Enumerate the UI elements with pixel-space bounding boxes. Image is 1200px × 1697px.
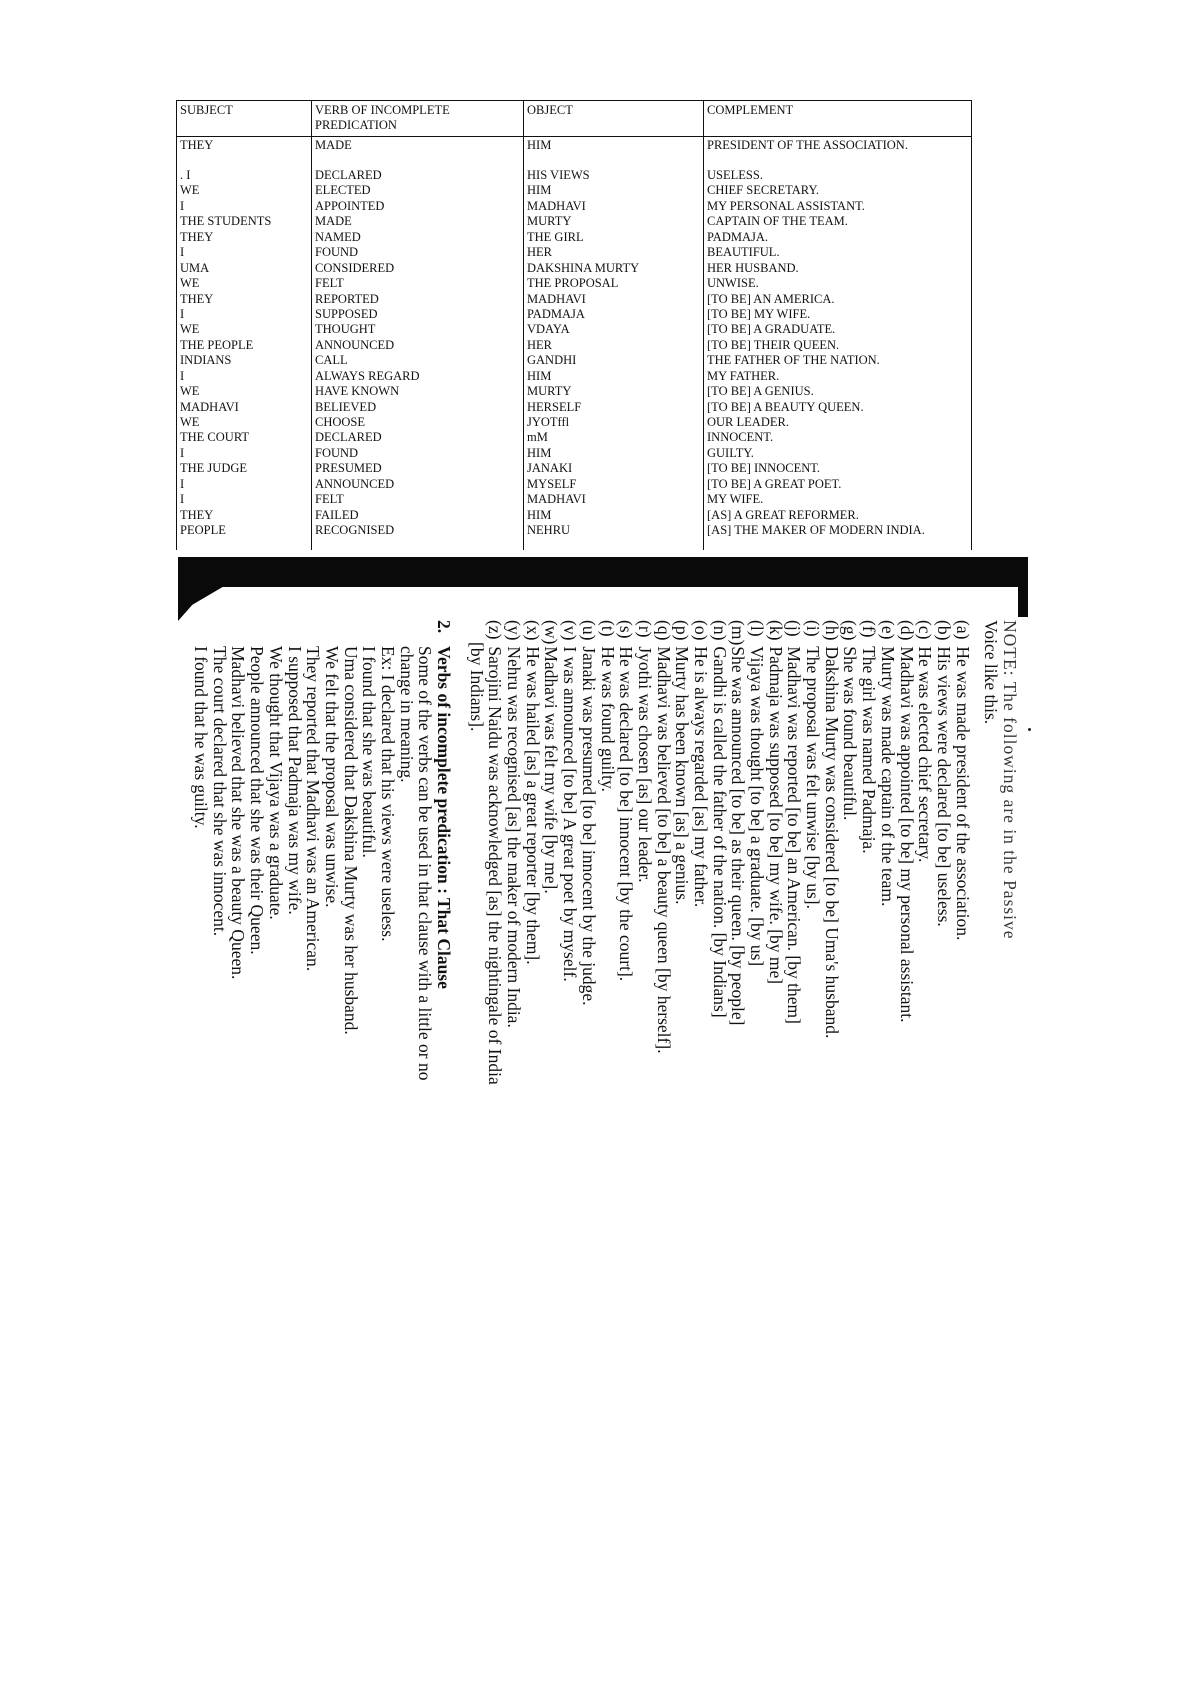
cell-object: MURTY [527, 214, 572, 229]
cell-complement: PADMAJA. [707, 229, 769, 244]
cell-verb: MADE [315, 214, 352, 229]
table-top-border [177, 100, 971, 101]
scan-edge-corner [178, 585, 226, 621]
cell-subject: WE [180, 415, 200, 429]
table-row [177, 261, 971, 276]
cell-verb: RECOGNISED [315, 523, 395, 538]
header-verb-line2: PREDICATION [315, 118, 397, 132]
section-heading [434, 620, 453, 1200]
example-text: His views were declared [to be] useless. [933, 646, 954, 927]
example-label: (q) [653, 620, 674, 641]
cell-verb: FOUND [315, 245, 359, 260]
example-label: (v) [560, 620, 581, 641]
example-label: (j) [784, 620, 805, 637]
cell-object: HER [527, 337, 552, 352]
passive-example [635, 620, 654, 1200]
cell-verb: PRESUMED [315, 461, 382, 476]
table-row [177, 523, 971, 538]
cell-verb: FELT [315, 492, 344, 507]
table-row [177, 199, 971, 214]
that-clause-example: Ex: I declared that his views were useless. [378, 646, 398, 942]
passive-example [504, 620, 523, 1200]
example-label: (z) [485, 620, 506, 640]
scan-edge-band [178, 557, 1028, 587]
table-row [177, 430, 971, 445]
cell-complement: [TO BE] MY WIFE. [707, 306, 811, 321]
example-text: Sarojini Naidu was acknowledged [as] the nightingale of India [485, 646, 506, 1085]
header-object: OBJECT [527, 103, 573, 117]
passive-example [729, 620, 748, 1200]
example-text: Madhavi was felt my wife [by me]. [541, 646, 562, 894]
example-text: Madhavi was believed [to be] a beauty queen [by herself]. [653, 646, 674, 1054]
cell-complement: BEAUTIFUL. [707, 245, 780, 260]
cell-verb: APPOINTED [315, 198, 385, 213]
cell-subject: I [180, 198, 185, 213]
cell-subject: I [180, 476, 185, 491]
passive-example [673, 620, 692, 1200]
table-row [177, 384, 971, 399]
cell-complement: THE FATHER OF THE NATION. [707, 353, 880, 368]
cell-object: NEHRU [527, 523, 571, 538]
example-text: He was elected chief secretary. [915, 646, 936, 863]
passive-example [598, 620, 617, 1200]
example-label: (n) [709, 620, 730, 641]
cell-subject: THEY [180, 291, 214, 306]
scan-speck [1028, 728, 1031, 731]
example-text: She was announced [to be] as their queen. [by people] [728, 646, 749, 1026]
cell-object: HIS VIEWS [527, 168, 590, 182]
cell-verb: NAMED [315, 229, 361, 244]
example-z-continuation: [by Indians]. [466, 642, 487, 732]
table-row [177, 338, 971, 353]
example-text: The girl was named Padmaja. [859, 646, 880, 854]
cell-verb: ALWAYS REGARD [315, 368, 420, 383]
cell-object: HIM [527, 445, 552, 460]
table-row [177, 292, 971, 307]
header-verb-line1: VERB OF INCOMPLETE [315, 103, 450, 117]
passive-example [822, 620, 841, 1200]
table-row [177, 461, 971, 476]
table-row [177, 322, 971, 337]
cell-subject: WE [180, 322, 200, 337]
passive-example [897, 620, 916, 1200]
cell-subject: INDIANS [180, 353, 232, 368]
passive-example [860, 620, 879, 1200]
passive-example [803, 620, 822, 1200]
section-body-line2: change in meaning. [396, 646, 417, 783]
example-label: (d) [896, 620, 917, 641]
passive-example [523, 620, 542, 1200]
cell-subject: THEY [180, 138, 214, 152]
example-label: (w) [541, 620, 562, 645]
example-text: Padmaja was supposed [to be] my wife. [by me] [765, 646, 786, 985]
cell-complement: [TO BE] A GRADUATE. [707, 322, 836, 337]
example-label: (m) [728, 620, 749, 646]
cell-verb: HAVE KNOWN [315, 384, 400, 399]
header-verb [315, 103, 450, 133]
cell-object: HIM [527, 138, 552, 152]
example-label: (f) [859, 620, 880, 638]
cell-complement: [TO BE] A BEAUTY QUEEN. [707, 399, 864, 414]
passive-example [654, 620, 673, 1200]
cell-complement: GUILTY. [707, 445, 754, 460]
that-clause-example: I found that he was guilty. [191, 646, 212, 829]
that-clause-example: They reported that Madhavi was an American. [303, 646, 324, 972]
example-label: (u) [578, 620, 599, 641]
that-clause-example: I supposed that Padmaja was my wife. [284, 646, 305, 915]
cell-subject: I [180, 306, 185, 321]
example-label: (c) [915, 620, 936, 640]
passive-example [953, 620, 972, 1200]
cell-verb: BELIEVED [315, 399, 377, 414]
table-row [177, 168, 971, 183]
cell-verb: REPORTED [315, 291, 379, 306]
cell-object: MYSELF [527, 476, 577, 491]
table-body [177, 138, 971, 539]
cell-complement: [AS] A GREAT REFORMER. [707, 507, 859, 522]
cell-complement: [TO BE] THEIR QUEEN. [707, 337, 840, 352]
cell-subject: PEOPLE [180, 523, 226, 538]
table-row [177, 276, 971, 291]
example-label: (k) [765, 620, 786, 641]
cell-complement: [TO BE] INNOCENT. [707, 461, 821, 476]
cell-subject: WE [180, 183, 200, 198]
cell-object: HIM [527, 507, 552, 522]
example-label: (y) [504, 620, 525, 641]
cell-complement: MY WIFE. [707, 492, 764, 507]
header-divider [177, 136, 971, 137]
cell-object: MADHAVI [527, 492, 586, 507]
section-body-line1: Some of the verbs can be used in that clause with a little or no [415, 646, 436, 1081]
cell-object: GANDHI [527, 353, 577, 368]
cell-object: PADMAJA [527, 306, 585, 321]
cell-verb: FOUND [315, 445, 359, 460]
example-label: (s) [616, 620, 637, 639]
cell-subject: THE PEOPLE [180, 337, 254, 352]
example-text: I was announced [to be] A great poet by myself. [560, 646, 581, 982]
example-text: He was hailed [as] a great reporter [by them]. [522, 646, 543, 965]
cell-complement: PRESIDENT OF THE ASSOCIATION. [707, 138, 908, 152]
cell-subject: WE [180, 384, 200, 399]
cell-subject: THE STUDENTS [180, 214, 272, 229]
section-title: Verbs of incomplete predication : That Clause [434, 646, 455, 989]
passive-example [785, 620, 804, 1200]
cell-object: MURTY [527, 384, 572, 399]
cell-object: JYOTffl [527, 415, 570, 429]
scan-edge-right [1018, 557, 1028, 617]
example-label: (g) [840, 620, 861, 641]
example-label: (i) [803, 620, 824, 637]
cell-subject: THEY [180, 507, 214, 522]
example-text: Murty has been known [as] a genius. [672, 646, 693, 905]
cell-complement: [AS] THE MAKER OF MODERN INDIA. [707, 523, 925, 538]
cell-verb: ANNOUNCED [315, 337, 395, 352]
passive-example [747, 620, 766, 1200]
cell-verb: DECLARED [315, 168, 382, 182]
passive-example [579, 620, 598, 1200]
passive-examples-list [486, 620, 972, 1200]
cell-subject: WE [180, 276, 200, 291]
table-row [177, 369, 971, 384]
cell-subject: I [180, 445, 185, 460]
example-label: (e) [877, 620, 898, 640]
example-text: Janaki was presumed [to be] innocent by the judge. [578, 646, 599, 1006]
that-clause-example: I found that she was beautiful. [359, 646, 380, 858]
example-text: He was made president of the association. [952, 646, 973, 941]
example-text: He was found guilty. [597, 646, 618, 793]
cell-verb: SUPPOSED [315, 306, 378, 321]
table-row [177, 183, 971, 198]
cell-object: HER [527, 245, 552, 260]
cell-verb: MADE [315, 138, 352, 152]
example-text: Gandhi is called the father of the nation. [by Indians] [709, 646, 730, 1018]
cell-subject: I [180, 492, 185, 507]
cell-object: MADHAVI [527, 198, 586, 213]
cell-subject: UMA [180, 260, 210, 275]
section-number: 2. [434, 620, 455, 634]
passive-example [841, 620, 860, 1200]
table-row [177, 353, 971, 368]
cell-object: mM [527, 430, 548, 445]
cell-object: HIM [527, 183, 552, 198]
example-text: She was found beautiful. [840, 646, 861, 821]
passive-example [561, 620, 580, 1200]
that-clause-example: We thought that Vijaya was a graduate. [265, 646, 286, 920]
that-clause-example: People announced that she was their Queen. [247, 646, 268, 955]
table-row [177, 446, 971, 461]
cell-complement: MY PERSONAL ASSISTANT. [707, 198, 865, 213]
table-row [177, 400, 971, 415]
cell-object: DAKSHINA MURTY [527, 260, 640, 275]
cell-object: THE PROPOSAL [527, 276, 619, 291]
cell-complement: USELESS. [707, 168, 763, 182]
cell-verb: CONSIDERED [315, 260, 395, 275]
cell-complement: [TO BE] A GENIUS. [707, 384, 814, 399]
cell-subject: MADHAVI [180, 399, 239, 414]
cell-complement: [TO BE] AN AMERICA. [707, 291, 835, 306]
cell-object: HERSELF [527, 399, 582, 414]
cell-object: MADHAVI [527, 291, 586, 306]
passive-example [691, 620, 710, 1200]
example-text: Jyothi was chosen [as] our leader. [634, 646, 655, 883]
passive-example [542, 620, 561, 1200]
cell-object: THE GIRL [527, 229, 584, 244]
cell-complement: CHIEF SECRETARY. [707, 183, 819, 198]
cell-subject: I [180, 368, 185, 383]
cell-complement: OUR LEADER. [707, 415, 789, 429]
passive-example [766, 620, 785, 1200]
example-label: (x) [522, 620, 543, 641]
example-text: Murty was made captain of the team. [877, 646, 898, 907]
example-label: (h) [821, 620, 842, 641]
cell-complement: CAPTAIN OF THE TEAM. [707, 214, 848, 229]
table-row [177, 477, 971, 492]
rotated-page-region [180, 620, 1020, 1200]
cell-subject: I [180, 245, 185, 260]
example-text: Dakshina Murty was considered [to be] Uma's husband. [821, 646, 842, 1039]
header-subject: SUBJECT [180, 103, 233, 117]
example-text: Madhavi was reported [to be] an American. [by them] [784, 646, 805, 1024]
example-label: (a) [952, 620, 973, 640]
cell-subject: THE JUDGE [180, 461, 248, 476]
that-clause-example: Madhavi believed that she was a beauty Queen. [228, 646, 249, 980]
passive-example [486, 620, 505, 1200]
table-row [177, 138, 971, 168]
cell-complement: [TO BE] A GREAT POET. [707, 476, 842, 491]
cell-verb: CHOOSE [315, 415, 366, 429]
cell-complement: INNOCENT. [707, 430, 774, 445]
header-complement: COMPLEMENT [707, 103, 794, 117]
example-label: (p) [672, 620, 693, 641]
passive-example [916, 620, 935, 1200]
cell-complement: UNWISE. [707, 276, 759, 291]
example-label: (r) [634, 620, 655, 638]
passive-example [878, 620, 897, 1200]
example-text: Vijaya was thought [to be] a graduate. [by us] [747, 646, 768, 967]
passive-example [934, 620, 953, 1200]
table-row [177, 492, 971, 507]
that-clause-examples [191, 620, 397, 1200]
that-clause-example: We felt that the proposal was unwise. [321, 646, 342, 908]
table-row [177, 307, 971, 322]
that-clause-example: Uma considered that Dakshina Murty was her husband. [340, 646, 361, 1035]
cell-verb: FELT [315, 276, 344, 291]
that-clause-example: The court declared that she was innocent. [209, 646, 230, 937]
example-text: He is always regarded [as] my father. [691, 646, 711, 908]
cell-verb: FAILED [315, 507, 359, 522]
example-text: He was declared [to be] innocent [by the court]. [616, 646, 637, 982]
cell-verb: DECLARED [315, 430, 382, 445]
cell-verb: ELECTED [315, 183, 371, 198]
example-text: The proposal was felt unwise [by us]. [803, 646, 824, 909]
example-label: (b) [933, 620, 954, 641]
predication-table [176, 100, 972, 550]
passive-example [710, 620, 729, 1200]
example-label: (l) [747, 620, 768, 637]
cell-complement: MY FATHER. [707, 368, 780, 383]
table-row [177, 508, 971, 523]
cell-object: VDAYA [527, 322, 570, 337]
example-text: Nehru was recognised [as] the maker of modern India. [504, 646, 525, 1028]
cell-subject: . I [180, 168, 191, 182]
example-text: Madhavi was appointed [to be] my personal assistant. [896, 646, 917, 1023]
cell-subject: THE COURT [180, 430, 250, 445]
cell-subject: THEY [180, 229, 214, 244]
table-row [177, 245, 971, 260]
example-label: (o) [691, 620, 711, 641]
table-row [177, 214, 971, 229]
cell-complement: HER HUSBAND. [707, 260, 799, 275]
intro-line: Voice like this. [981, 620, 1002, 725]
example-label: (t) [597, 620, 618, 637]
table-row [177, 230, 971, 245]
cell-verb: THOUGHT [315, 322, 376, 337]
rotated-page [180, 620, 1020, 1200]
table-row [177, 415, 971, 430]
cell-object: JANAKI [527, 461, 573, 476]
cell-verb: ANNOUNCED [315, 476, 395, 491]
cell-object: HIM [527, 368, 552, 383]
passive-example [617, 620, 636, 1200]
cell-verb: CALL [315, 353, 348, 368]
cut-off-line: NOTE: The following are in the Passive [1000, 620, 1020, 940]
